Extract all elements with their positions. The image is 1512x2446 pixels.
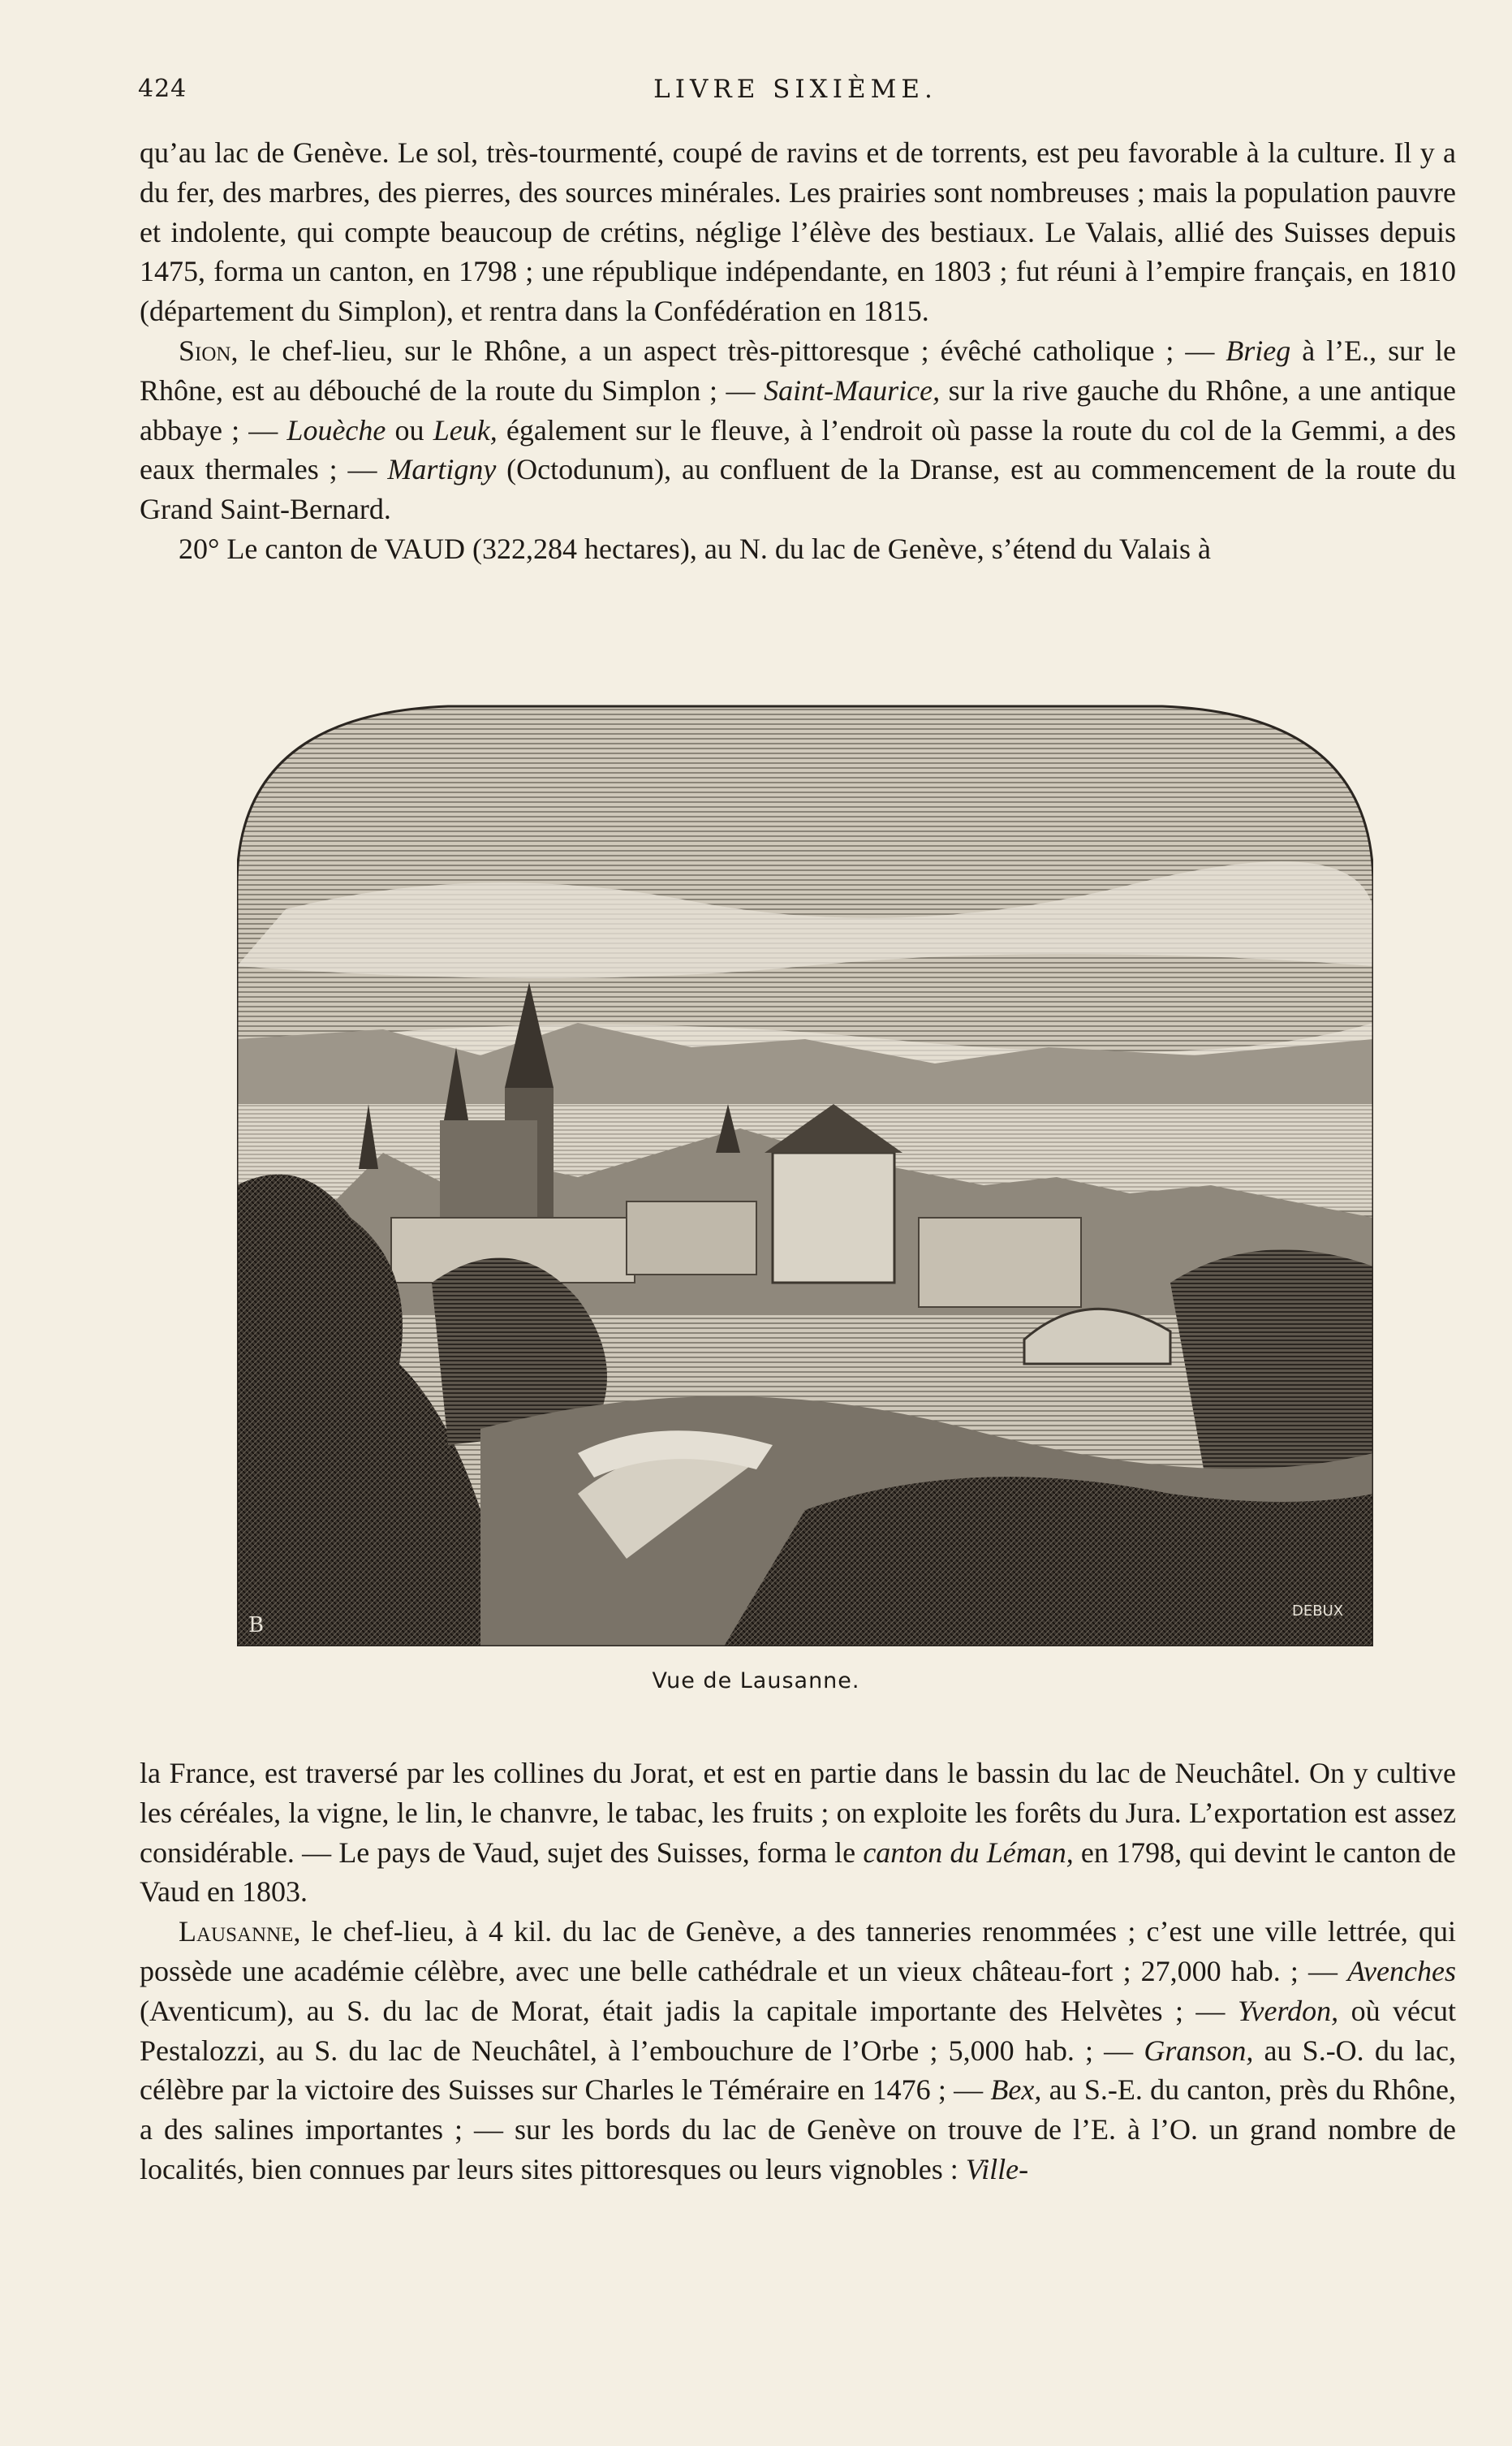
town-name-lausanne: Lausanne bbox=[179, 1915, 294, 1948]
paragraph-vaud-continued bbox=[140, 1754, 1456, 1912]
text-run: au S.-O. du lac, célèbre par la victoire des Suisses sur Charles le Téméraire en 1476 ; — bbox=[140, 2034, 1456, 2107]
text-run: également sur le fleuve, à l’endroit où passe la route du col de la Gemmi, a des eaux thermales ; — bbox=[140, 413, 1457, 486]
text-run: (Aventicum), au S. du lac de Morat, était jadis la capitale importante des Helvètes ; — bbox=[140, 1994, 1238, 2027]
running-title: LIVRE SIXIÈME. bbox=[653, 75, 937, 104]
page-header bbox=[138, 75, 1453, 107]
text-run: (Octodunum), au confluent de la Dranse, est au commencement de la route du Grand Saint-Bernard. bbox=[140, 453, 1457, 526]
town-name-brieg: Brieg bbox=[1226, 334, 1291, 367]
text-run: la France, est traversé par les collines du Jorat, et est en partie dans le bassin du lac de Neuchâtel. On y cultive les céréales, la vigne, le lin, le chanvre, le tabac, les fruits ; on exploite les forêts du Jura. L’exportation est assez considérable. — Le pays de Vaud, sujet des Suisses, forma le bbox=[140, 1757, 1456, 1869]
italic-canton-du-leman: canton du Léman, bbox=[863, 1836, 1074, 1869]
bottom-text-block bbox=[140, 1754, 1456, 2189]
text-run: ou bbox=[386, 413, 433, 446]
paragraph-valais-continued: qu’au lac de Genève. Le sol, très-tourmenté, coupé de ravins et de torrents, est peu favorable à la culture. Il y a du fer, des marbres, des pierres, des sources minérales. Les prairies sont nombreuses ; mais la population pauvre et indolente, qui compte beaucoup de crétins, néglige l’élève des bestiaux. Le Valais, allié des Suisses depuis 1475, forma un canton, en 1798 ; une république indépendante, en 1803 ; fut réuni à l’empire français, en 1810 (département du Simplon), et rentra dans la Confédération en 1815. bbox=[140, 136, 1456, 328]
text-run: à l’E., sur le Rhône, est au débouché de la route du Simplon ; — bbox=[140, 334, 1457, 407]
town-name-saint-maurice: Saint-Maurice, bbox=[764, 373, 941, 407]
paragraph-vaud-intro: 20° Le canton de VAUD (322,284 hectares), au N. du lac de Genève, s’étend du Valais à bbox=[179, 532, 1212, 565]
paragraph-lausanne bbox=[140, 1912, 1456, 2189]
engraver-signature: DEBUX bbox=[1292, 1603, 1344, 1620]
town-name-bex: Bex, bbox=[990, 2073, 1042, 2107]
engraving-illustration bbox=[237, 698, 1373, 1646]
page-number: 424 bbox=[138, 75, 187, 103]
town-name-leuk: Leuk, bbox=[433, 413, 498, 446]
figure-caption: Vue de Lausanne. bbox=[652, 1668, 860, 1693]
town-name-yverdon: Yverdon, bbox=[1237, 1994, 1339, 2027]
engraving-vue-de-lausanne bbox=[237, 698, 1373, 1646]
town-name-loueche: Louèche bbox=[286, 413, 386, 446]
paragraph-sion bbox=[140, 331, 1456, 529]
town-name-granson: Granson, bbox=[1144, 2034, 1254, 2067]
town-name-martigny: Martigny bbox=[387, 453, 497, 486]
text-run: où vécut Pestalozzi, au S. du lac de Neuchâtel, à l’embouchure de l’Orbe ; 5,000 hab. ; — bbox=[140, 1994, 1456, 2067]
town-name-ville: Ville- bbox=[965, 2152, 1029, 2185]
engraving-monogram: B bbox=[248, 1613, 265, 1637]
text-run: , le chef-lieu, à 4 kil. du lac de Genève, a des tanneries renommées ; c’est une ville lettrée, qui possède une académie célèbre, avec une belle cathédrale et un vieux château-fort ; 27,000 hab. ; — bbox=[140, 1915, 1456, 1987]
text-run: au S.-E. du canton, près du Rhône, a des salines importantes ; — sur les bords du lac de Genève on trouve de l’E. à l’O. un grand nombre de localités, bien connues par leurs sites pittoresques ou leurs vignobles : bbox=[140, 2073, 1456, 2185]
text-run: , le chef-lieu, sur le Rhône, a un aspect très-pittoresque ; évêché catholique ; — bbox=[230, 334, 1226, 367]
town-name-avenches: Avenches bbox=[1347, 1954, 1456, 1987]
town-name-sion: Sion bbox=[179, 334, 231, 367]
text-run: en 1798, qui devint le canton de Vaud en 1803. bbox=[140, 1836, 1456, 1909]
top-text-block bbox=[140, 133, 1456, 569]
text-run: sur la rive gauche du Rhône, a une antique abbaye ; — bbox=[140, 373, 1456, 446]
